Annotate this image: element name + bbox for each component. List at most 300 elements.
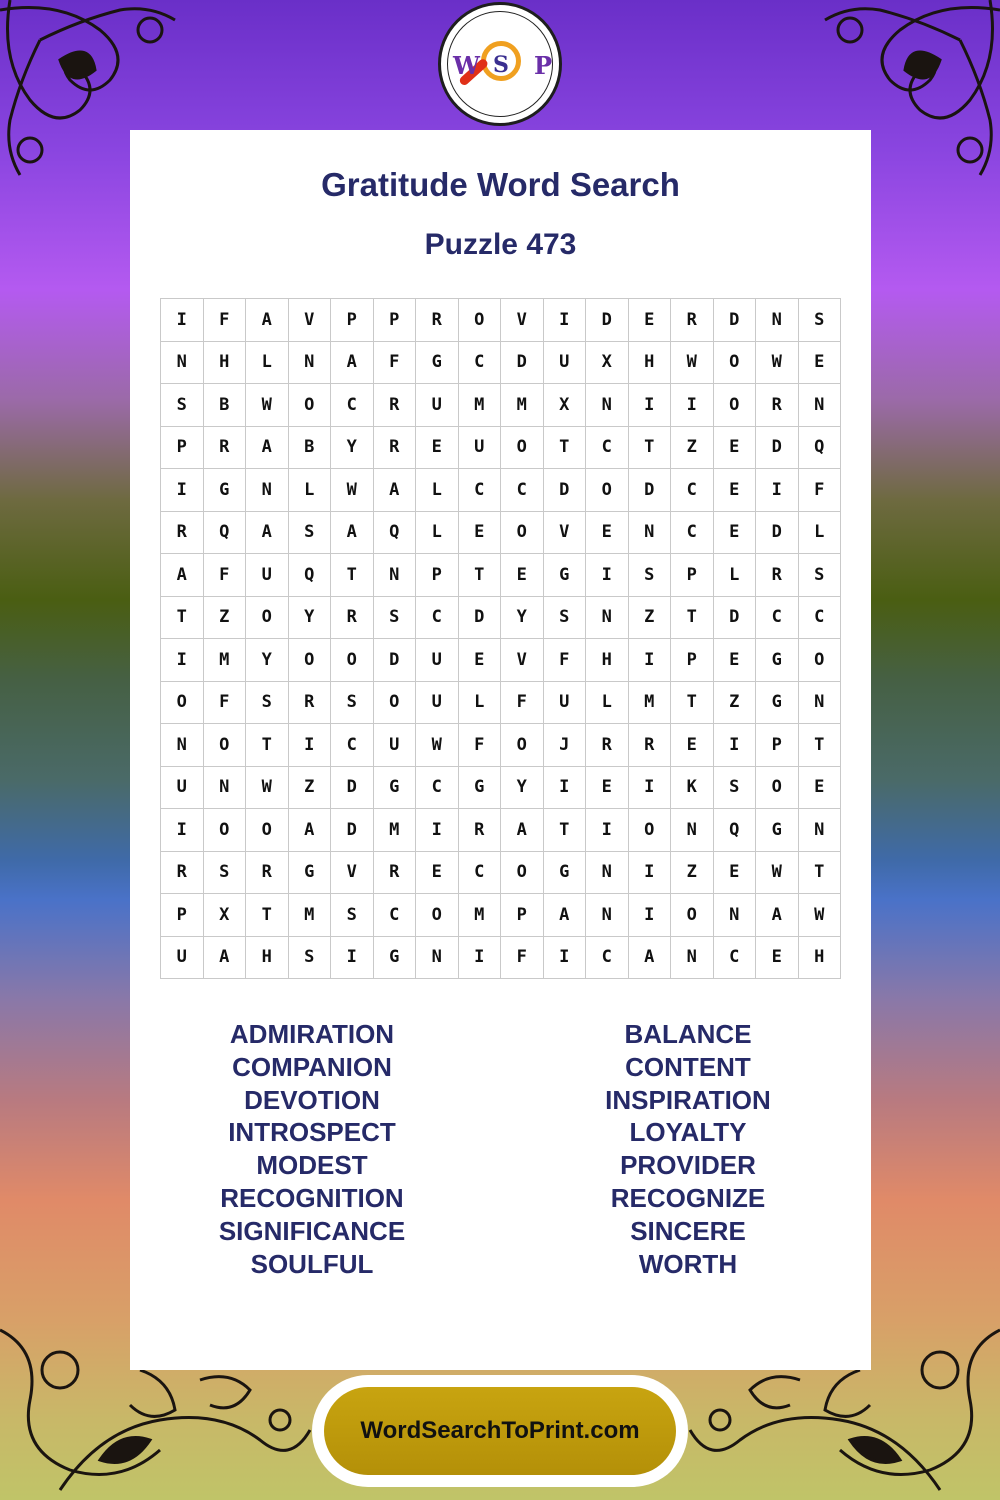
grid-cell[interactable]: P xyxy=(161,894,204,937)
grid-cell[interactable]: I xyxy=(586,809,629,852)
grid-cell[interactable]: C xyxy=(458,341,501,384)
grid-cell[interactable]: O xyxy=(713,384,756,427)
grid-cell[interactable]: C xyxy=(671,469,714,512)
grid-cell[interactable]: W xyxy=(416,724,459,767)
grid-cell[interactable]: S xyxy=(628,554,671,597)
grid-cell[interactable]: D xyxy=(756,511,799,554)
grid-cell[interactable]: E xyxy=(713,426,756,469)
word-list-item: DEVOTION xyxy=(244,1084,380,1115)
letter-grid xyxy=(160,298,841,979)
grid-cell[interactable]: I xyxy=(458,936,501,979)
grid-cell[interactable]: L xyxy=(713,554,756,597)
grid-cell[interactable]: L xyxy=(458,681,501,724)
grid-cell[interactable]: N xyxy=(671,809,714,852)
grid-cell[interactable]: L xyxy=(416,511,459,554)
grid-row xyxy=(161,341,841,384)
grid-row xyxy=(161,724,841,767)
grid-cell[interactable]: N xyxy=(586,596,629,639)
grid-cell[interactable]: J xyxy=(543,724,586,767)
grid-cell[interactable]: P xyxy=(161,426,204,469)
grid-cell[interactable]: S xyxy=(373,596,416,639)
grid-cell[interactable]: G xyxy=(373,936,416,979)
grid-cell[interactable]: D xyxy=(331,766,374,809)
grid-cell[interactable]: P xyxy=(416,554,459,597)
grid-cell[interactable]: N xyxy=(756,299,799,342)
grid-cell[interactable]: E xyxy=(416,851,459,894)
grid-cell[interactable]: I xyxy=(628,766,671,809)
grid-cell[interactable]: R xyxy=(586,724,629,767)
grid-row xyxy=(161,596,841,639)
grid-cell[interactable]: S xyxy=(543,596,586,639)
grid-cell[interactable]: G xyxy=(756,809,799,852)
grid-cell[interactable]: U xyxy=(161,936,204,979)
grid-row xyxy=(161,554,841,597)
grid-cell[interactable]: R xyxy=(373,384,416,427)
grid-cell[interactable]: N xyxy=(288,341,331,384)
grid-cell[interactable]: O xyxy=(416,894,459,937)
grid-cell[interactable]: R xyxy=(458,809,501,852)
grid-row xyxy=(161,936,841,979)
word-list-item: WORTH xyxy=(638,1248,738,1279)
grid-cell[interactable]: H xyxy=(798,936,841,979)
grid-cell[interactable]: M xyxy=(458,384,501,427)
grid-cell[interactable]: P xyxy=(331,299,374,342)
grid-cell[interactable]: M xyxy=(628,681,671,724)
grid-cell[interactable]: O xyxy=(458,299,501,342)
grid-cell[interactable]: T xyxy=(798,724,841,767)
grid-cell[interactable]: L xyxy=(288,469,331,512)
grid-row xyxy=(161,299,841,342)
grid-cell[interactable]: W xyxy=(246,384,289,427)
grid-cell[interactable]: I xyxy=(671,384,714,427)
grid-cell[interactable]: Y xyxy=(246,639,289,682)
grid-cell[interactable]: C xyxy=(586,426,629,469)
grid-cell[interactable]: E xyxy=(713,511,756,554)
grid-cell[interactable]: C xyxy=(713,936,756,979)
grid-cell[interactable]: S xyxy=(798,299,841,342)
grid-cell[interactable]: I xyxy=(331,936,374,979)
grid-cell[interactable]: N xyxy=(586,851,629,894)
grid-cell[interactable]: A xyxy=(756,894,799,937)
grid-cell[interactable]: E xyxy=(713,639,756,682)
grid-cell[interactable]: U xyxy=(416,384,459,427)
grid-cell[interactable]: O xyxy=(756,766,799,809)
grid-cell[interactable]: E xyxy=(458,639,501,682)
grid-cell[interactable]: I xyxy=(586,554,629,597)
grid-cell[interactable]: X xyxy=(203,894,246,937)
grid-cell[interactable]: H xyxy=(586,639,629,682)
puzzle-number: Puzzle 473 xyxy=(424,228,577,261)
grid-cell[interactable]: S xyxy=(246,681,289,724)
footer-button[interactable] xyxy=(324,1387,676,1475)
grid-cell[interactable]: D xyxy=(628,469,671,512)
grid-cell[interactable]: I xyxy=(161,299,204,342)
grid-cell[interactable]: Q xyxy=(713,809,756,852)
grid-cell[interactable]: L xyxy=(586,681,629,724)
grid-cell[interactable]: A xyxy=(161,554,204,597)
grid-cell[interactable]: R xyxy=(373,851,416,894)
grid-cell[interactable]: E xyxy=(628,299,671,342)
grid-cell[interactable]: O xyxy=(331,639,374,682)
grid-cell[interactable]: T xyxy=(331,554,374,597)
grid-cell[interactable]: O xyxy=(501,426,544,469)
grid-cell[interactable]: S xyxy=(288,936,331,979)
grid-cell[interactable]: E xyxy=(586,511,629,554)
grid-cell[interactable]: I xyxy=(713,724,756,767)
grid-cell[interactable]: U xyxy=(543,681,586,724)
grid-cell[interactable]: R xyxy=(416,299,459,342)
grid-cell[interactable]: Y xyxy=(331,426,374,469)
grid-cell[interactable]: I xyxy=(756,469,799,512)
grid-cell[interactable]: G xyxy=(458,766,501,809)
grid-cell[interactable]: O xyxy=(288,639,331,682)
grid-cell[interactable]: E xyxy=(798,766,841,809)
grid-cell[interactable]: A xyxy=(331,341,374,384)
grid-cell[interactable]: F xyxy=(458,724,501,767)
grid-row xyxy=(161,809,841,852)
grid-cell[interactable]: Z xyxy=(671,851,714,894)
grid-cell[interactable]: M xyxy=(501,384,544,427)
grid-cell[interactable]: V xyxy=(331,851,374,894)
grid-cell[interactable]: T xyxy=(798,851,841,894)
grid-cell[interactable]: V xyxy=(288,299,331,342)
grid-cell[interactable]: D xyxy=(373,639,416,682)
grid-cell[interactable]: M xyxy=(203,639,246,682)
grid-cell[interactable]: O xyxy=(798,639,841,682)
grid-cell[interactable]: D xyxy=(586,299,629,342)
grid-cell[interactable]: N xyxy=(628,511,671,554)
grid-cell[interactable]: Z xyxy=(203,596,246,639)
grid-cell[interactable]: N xyxy=(246,469,289,512)
grid-cell[interactable]: O xyxy=(288,384,331,427)
grid-cell[interactable]: P xyxy=(671,554,714,597)
logo-letter-s: S xyxy=(493,52,509,78)
grid-cell[interactable]: E xyxy=(756,936,799,979)
grid-cell[interactable]: I xyxy=(288,724,331,767)
grid-cell[interactable]: D xyxy=(713,596,756,639)
grid-cell[interactable]: W xyxy=(756,851,799,894)
grid-cell[interactable]: S xyxy=(798,554,841,597)
grid-cell[interactable]: R xyxy=(246,851,289,894)
grid-cell[interactable]: O xyxy=(628,809,671,852)
grid-cell[interactable]: R xyxy=(373,426,416,469)
grid-row xyxy=(161,511,841,554)
grid-row xyxy=(161,469,841,512)
grid-cell[interactable]: E xyxy=(416,426,459,469)
grid-cell[interactable]: L xyxy=(246,341,289,384)
grid-cell[interactable]: R xyxy=(161,851,204,894)
grid-cell[interactable]: X xyxy=(543,384,586,427)
word-list-item: RECOGNITION xyxy=(220,1182,404,1213)
grid-cell[interactable]: A xyxy=(246,511,289,554)
grid-cell[interactable]: A xyxy=(288,809,331,852)
grid-cell[interactable]: I xyxy=(543,299,586,342)
grid-cell[interactable]: U xyxy=(458,426,501,469)
grid-cell[interactable]: W xyxy=(331,469,374,512)
word-list-item: LOYALTY xyxy=(629,1117,747,1148)
grid-cell[interactable]: G xyxy=(416,341,459,384)
grid-cell[interactable]: G xyxy=(373,766,416,809)
grid-cell[interactable]: I xyxy=(628,894,671,937)
grid-cell[interactable]: A xyxy=(203,936,246,979)
logo xyxy=(438,2,562,126)
grid-cell[interactable]: M xyxy=(288,894,331,937)
grid-row xyxy=(161,766,841,809)
grid-cell[interactable]: E xyxy=(501,554,544,597)
grid-cell[interactable]: N xyxy=(713,894,756,937)
grid-cell[interactable]: Z xyxy=(671,426,714,469)
grid-cell[interactable]: Q xyxy=(288,554,331,597)
grid-cell[interactable]: U xyxy=(416,681,459,724)
grid-row xyxy=(161,894,841,937)
grid-cell[interactable]: B xyxy=(203,384,246,427)
grid-cell[interactable]: A xyxy=(331,511,374,554)
grid-cell[interactable]: F xyxy=(203,554,246,597)
word-list-item: INTROSPECT xyxy=(228,1117,396,1148)
grid-cell[interactable]: R xyxy=(288,681,331,724)
grid-cell[interactable]: L xyxy=(798,511,841,554)
word-list-item: ADMIRATION xyxy=(229,1019,395,1049)
grid-cell[interactable]: O xyxy=(161,681,204,724)
grid-cell[interactable]: A xyxy=(373,469,416,512)
grid-cell[interactable]: S xyxy=(161,384,204,427)
grid-cell[interactable]: R xyxy=(756,554,799,597)
grid-cell[interactable]: S xyxy=(331,894,374,937)
grid-cell[interactable]: C xyxy=(458,851,501,894)
grid-cell[interactable]: D xyxy=(756,426,799,469)
grid-cell[interactable]: T xyxy=(246,894,289,937)
grid-cell[interactable]: F xyxy=(501,681,544,724)
grid-cell[interactable]: H xyxy=(628,341,671,384)
grid-cell[interactable]: U xyxy=(246,554,289,597)
grid-cell[interactable]: U xyxy=(373,724,416,767)
grid-row xyxy=(161,681,841,724)
grid-cell[interactable]: E xyxy=(713,469,756,512)
grid-cell[interactable]: G xyxy=(756,681,799,724)
grid-cell[interactable]: C xyxy=(756,596,799,639)
grid-cell[interactable]: W xyxy=(798,894,841,937)
word-list-item: COMPANION xyxy=(232,1051,392,1082)
grid-cell[interactable]: I xyxy=(628,639,671,682)
grid-cell[interactable]: N xyxy=(586,384,629,427)
grid-cell[interactable]: N xyxy=(373,554,416,597)
grid-cell[interactable]: A xyxy=(501,809,544,852)
grid-cell[interactable]: G xyxy=(288,851,331,894)
grid-cell[interactable]: S xyxy=(203,851,246,894)
logo-letter-p: P xyxy=(534,51,553,80)
grid-cell[interactable]: C xyxy=(798,596,841,639)
grid-cell[interactable]: D xyxy=(331,809,374,852)
site-link[interactable]: WordSearchToPrint.com xyxy=(360,1417,640,1444)
grid-cell[interactable]: C xyxy=(671,511,714,554)
grid-cell[interactable]: C xyxy=(416,766,459,809)
word-list-item: SOULFUL xyxy=(250,1248,374,1279)
grid-cell[interactable]: H xyxy=(203,341,246,384)
grid-cell[interactable]: W xyxy=(671,341,714,384)
grid-cell[interactable]: E xyxy=(586,766,629,809)
grid-cell[interactable]: V xyxy=(501,639,544,682)
word-list-item: SIGNIFICANCE xyxy=(218,1215,406,1246)
grid-cell[interactable]: F xyxy=(203,299,246,342)
grid-cell[interactable]: I xyxy=(628,384,671,427)
grid-cell[interactable]: S xyxy=(288,511,331,554)
grid-cell[interactable]: F xyxy=(543,639,586,682)
grid-cell[interactable]: I xyxy=(628,851,671,894)
grid-cell[interactable]: C xyxy=(331,724,374,767)
grid-cell[interactable]: O xyxy=(713,341,756,384)
grid-cell[interactable]: N xyxy=(798,681,841,724)
grid-cell[interactable]: U xyxy=(161,766,204,809)
grid-cell[interactable]: E xyxy=(458,511,501,554)
grid-cell[interactable]: S xyxy=(331,681,374,724)
word-list-item: INSPIRATION xyxy=(605,1084,771,1115)
grid-cell[interactable]: A xyxy=(246,299,289,342)
grid-cell[interactable]: L xyxy=(416,469,459,512)
word-list-item: BALANCE xyxy=(624,1019,752,1049)
grid-cell[interactable]: Q xyxy=(373,511,416,554)
grid-cell[interactable]: B xyxy=(288,426,331,469)
grid-cell[interactable]: T xyxy=(543,426,586,469)
grid-cell[interactable]: F xyxy=(203,681,246,724)
grid-cell[interactable]: Y xyxy=(501,766,544,809)
grid-cell[interactable]: F xyxy=(501,936,544,979)
grid-cell[interactable]: I xyxy=(161,639,204,682)
grid-cell[interactable]: O xyxy=(373,681,416,724)
grid-cell[interactable]: O xyxy=(501,851,544,894)
grid-cell[interactable]: N xyxy=(203,766,246,809)
grid-cell[interactable]: A xyxy=(628,936,671,979)
grid-cell[interactable]: C xyxy=(586,936,629,979)
grid-cell[interactable]: U xyxy=(416,639,459,682)
grid-cell[interactable]: I xyxy=(543,766,586,809)
grid-cell[interactable]: T xyxy=(628,426,671,469)
grid-cell[interactable]: Q xyxy=(203,511,246,554)
grid-cell[interactable]: T xyxy=(458,554,501,597)
grid-cell[interactable]: M xyxy=(458,894,501,937)
grid-cell[interactable]: S xyxy=(713,766,756,809)
grid-cell[interactable]: U xyxy=(543,341,586,384)
grid-cell[interactable]: C xyxy=(373,894,416,937)
grid-cell[interactable]: R xyxy=(331,596,374,639)
word-list-item: CONTENT xyxy=(625,1051,751,1082)
grid-cell[interactable]: N xyxy=(161,341,204,384)
grid-cell[interactable]: V xyxy=(543,511,586,554)
grid-cell[interactable]: P xyxy=(671,639,714,682)
grid-cell[interactable]: C xyxy=(416,596,459,639)
grid-cell[interactable]: K xyxy=(671,766,714,809)
grid-cell[interactable]: I xyxy=(161,809,204,852)
grid-cell[interactable]: D xyxy=(458,596,501,639)
grid-cell[interactable]: A xyxy=(246,426,289,469)
grid-cell[interactable]: Y xyxy=(288,596,331,639)
grid-cell[interactable]: O xyxy=(671,894,714,937)
grid-cell[interactable]: R xyxy=(161,511,204,554)
grid-cell[interactable]: C xyxy=(501,469,544,512)
word-list-item: SINCERE xyxy=(630,1215,746,1246)
grid-cell[interactable]: P xyxy=(756,724,799,767)
word-list-right xyxy=(538,1018,838,1280)
grid-cell[interactable]: P xyxy=(373,299,416,342)
grid-cell[interactable]: Z xyxy=(288,766,331,809)
grid-cell[interactable]: G xyxy=(543,554,586,597)
grid-cell[interactable]: F xyxy=(798,469,841,512)
grid-cell[interactable]: I xyxy=(416,809,459,852)
word-list-left xyxy=(162,1018,462,1280)
grid-cell[interactable]: D xyxy=(543,469,586,512)
grid-cell[interactable]: O xyxy=(501,511,544,554)
grid-cell[interactable]: N xyxy=(798,809,841,852)
grid-cell[interactable]: O xyxy=(501,724,544,767)
grid-cell[interactable]: E xyxy=(671,724,714,767)
word-list-item: PROVIDER xyxy=(620,1150,756,1181)
grid-cell[interactable]: W xyxy=(246,766,289,809)
grid-cell[interactable]: T xyxy=(671,681,714,724)
grid-row xyxy=(161,639,841,682)
word-list-item: MODEST xyxy=(256,1150,368,1181)
grid-row xyxy=(161,426,841,469)
grid-cell[interactable]: X xyxy=(586,341,629,384)
grid-cell[interactable]: R xyxy=(671,299,714,342)
grid-cell[interactable]: O xyxy=(203,724,246,767)
grid-cell[interactable]: F xyxy=(373,341,416,384)
grid-cell[interactable]: T xyxy=(671,596,714,639)
grid-cell[interactable]: D xyxy=(501,341,544,384)
footer-badge xyxy=(312,1375,688,1487)
page-title: Gratitude Word Search xyxy=(321,166,680,203)
grid-cell[interactable]: Y xyxy=(501,596,544,639)
grid-cell[interactable]: H xyxy=(246,936,289,979)
grid-cell[interactable]: R xyxy=(203,426,246,469)
grid-cell[interactable]: C xyxy=(458,469,501,512)
grid-cell[interactable]: T xyxy=(543,809,586,852)
grid-cell[interactable]: Z xyxy=(628,596,671,639)
grid-cell[interactable]: I xyxy=(543,936,586,979)
grid-cell[interactable]: G xyxy=(756,639,799,682)
grid-cell[interactable]: N xyxy=(798,384,841,427)
grid-cell[interactable]: N xyxy=(586,894,629,937)
grid-cell[interactable]: N xyxy=(416,936,459,979)
grid-cell[interactable]: O xyxy=(246,596,289,639)
grid-cell[interactable]: T xyxy=(161,596,204,639)
grid-row xyxy=(161,851,841,894)
grid-cell[interactable]: V xyxy=(501,299,544,342)
grid-cell[interactable]: A xyxy=(543,894,586,937)
grid-cell[interactable]: N xyxy=(671,936,714,979)
grid-cell[interactable]: I xyxy=(161,469,204,512)
grid-cell[interactable]: N xyxy=(161,724,204,767)
word-list-item: RECOGNIZE xyxy=(610,1182,766,1213)
grid-cell[interactable]: T xyxy=(246,724,289,767)
grid-cell[interactable]: O xyxy=(586,469,629,512)
puzzle-card xyxy=(130,130,871,1370)
grid-cell[interactable]: W xyxy=(756,341,799,384)
grid-cell[interactable]: C xyxy=(331,384,374,427)
grid-cell[interactable]: G xyxy=(543,851,586,894)
grid-cell[interactable]: O xyxy=(246,809,289,852)
grid-row xyxy=(161,384,841,427)
grid-cell[interactable]: P xyxy=(501,894,544,937)
grid-cell[interactable]: Q xyxy=(798,426,841,469)
grid-cell[interactable]: O xyxy=(203,809,246,852)
grid-cell[interactable]: M xyxy=(373,809,416,852)
grid-cell[interactable]: R xyxy=(756,384,799,427)
grid-cell[interactable]: D xyxy=(713,299,756,342)
grid-cell[interactable]: E xyxy=(713,851,756,894)
grid-cell[interactable]: Z xyxy=(713,681,756,724)
grid-cell[interactable]: R xyxy=(628,724,671,767)
grid-cell[interactable]: E xyxy=(798,341,841,384)
grid-cell[interactable]: G xyxy=(203,469,246,512)
